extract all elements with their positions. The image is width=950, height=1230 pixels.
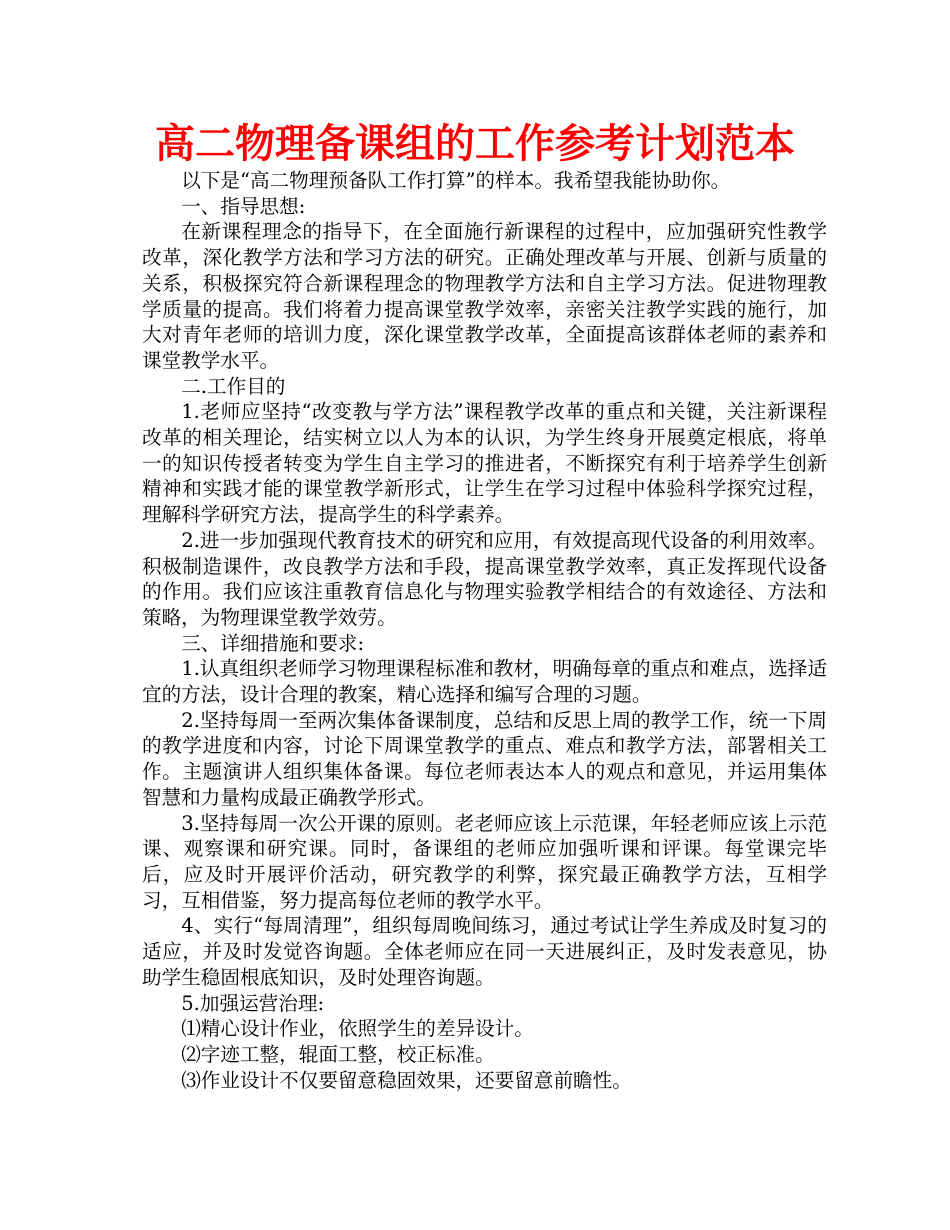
document-body (142, 168, 827, 1093)
document-title: 高二物理备课组的工作参考计划范本 (155, 121, 795, 167)
measure-item-4: 4、实行“每周清理”，组织每周晚间练习，通过考试让学生养成及时复习的适应，并及时发觉咨询题。全体老师应在同一天进展纠正，及时发表意见，协助学生稳固根底知识，及时处理咨询题。 (142, 914, 827, 989)
work-goal-item-2: 2.进一步加强现代教育技术的研究和应用，有效提高现代设备的利用效率。积极制造课件，改良教学方法和手段，提高课堂教学效率，真正发挥现代设备的作用。我们应该注重教育信息化与物理实验教学相结合的有效途径、方法和策略，为物理课堂教学效劳。 (142, 528, 827, 629)
measure-item-1: 1.认真组织老师学习物理课程标准和教材，明确每章的重点和难点，选择适宜的方法，设计合理的教案，精心选择和编写合理的习题。 (142, 657, 827, 707)
measure-item-2: 2.坚持每周一至两次集体备课制度，总结和反思上周的教学工作，统一下周的教学进度和内容，讨论下周课堂教学的重点、难点和教学方法，部署相关工作。主题演讲人组织集体备课。每位老师表达本人的观点和意见，并运用集体智慧和力量构成最正确教学形式。 (142, 708, 827, 809)
section-heading-guiding-thought: 一、指导思想: (181, 194, 306, 218)
section-heading-work-goals: 二.工作目的 (181, 374, 286, 398)
intro-paragraph: 以下是“高二物理预备队工作打算”的样本。我希望我能协助你。 (181, 169, 731, 192)
sub-item-1: ⑴精心设计作业，依照学生的差异设计。 (181, 1017, 534, 1041)
guiding-thought-paragraph: 在新课程理念的指导下，在全面施行新课程的过程中，应加强研究性教学改革，深化教学方法和学习方法的研究。正确处理改革与开展、创新与质量的关系，积极探究符合新课程理念的物理教学方法和自主学习方法。促进物理教学质量的提高。我们将着力提高课堂教学效率，亲密关注教学实践的施行，加大对青年老师的培训力度，深化课堂教学改革，全面提高该群体老师的素养和课堂教学水平。 (142, 220, 827, 372)
sub-item-2: ⑵字迹工整，辊面工整，校正标准。 (181, 1042, 495, 1066)
measure-item-3: 3.坚持每周一次公开课的原则。老老师应该上示范课，年轻老师应该上示范课、观察课和研究课。同时，备课组的老师应加强听课和评课。每堂课完毕后，应及时开展评价活动，研究教学的利弊，探究最正确教学方法，互相学习，互相借鉴，努力提高每位老师的教学水平。 (142, 811, 827, 912)
work-goal-item-1: 1.老师应坚持“改变教与学方法”课程教学改革的重点和关键，关注新课程改革的相关理论，结实树立以人为本的认识，为学生终身开展奠定根底，将单一的知识传授者转变为学生自主学习的推进者，不断探究有利于培养学生创新精神和实践才能的课堂教学新形式，让学生在学习过程中体验科学探究过程，理解科学研究方法，提高学生的科学素养。 (142, 400, 827, 527)
section-heading-measures: 三、详细措施和要求: (181, 631, 365, 655)
sub-item-3: ⑶作业设计不仅要留意稳固效果，还要留意前瞻性。 (181, 1068, 632, 1092)
measure-item-5: 5.加强运营治理: (181, 991, 325, 1015)
